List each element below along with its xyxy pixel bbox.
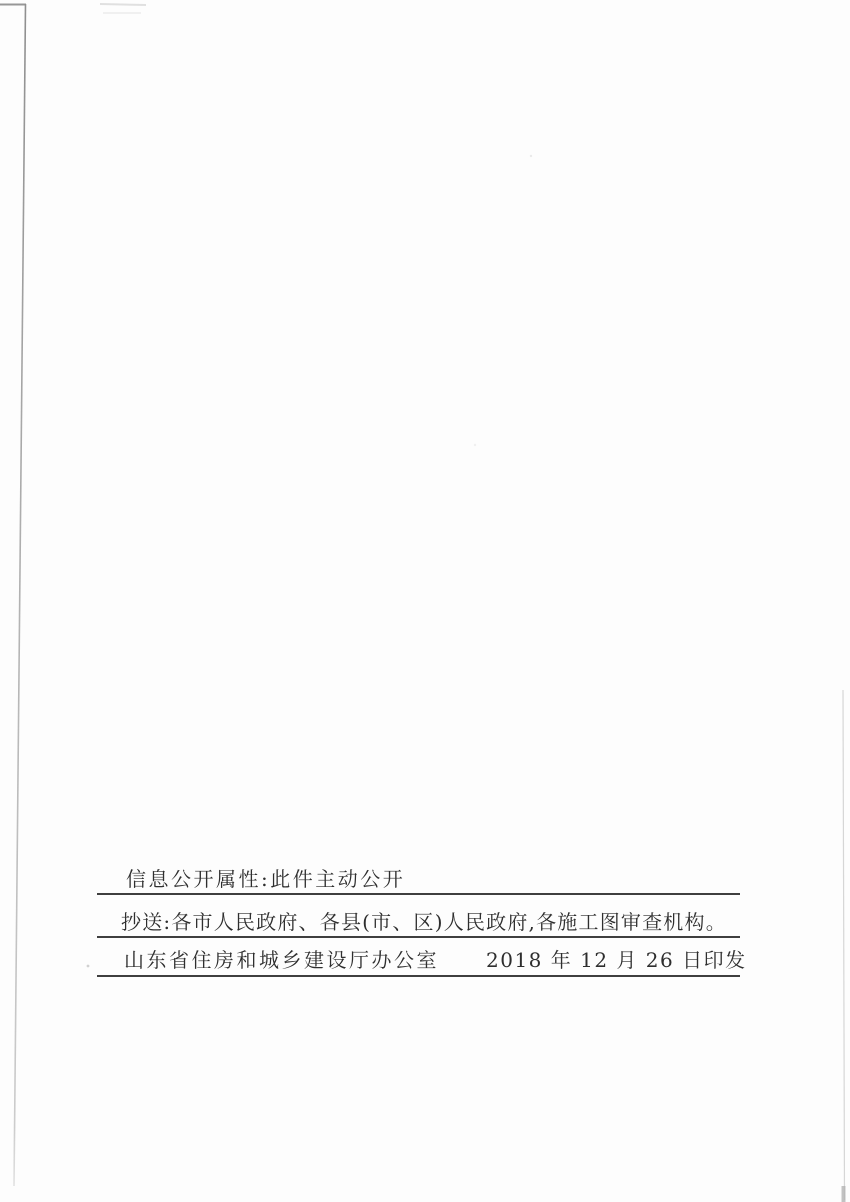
issue-date-text: 2018 年 12 月 26 日印发 (486, 948, 747, 972)
cc-note-text: 抄送:各市人民政府、各县(市、区)人民政府,各施工图审查机构。 (121, 910, 727, 934)
scan-speck (530, 155, 532, 157)
scan-speck (87, 965, 90, 968)
scan-speck (474, 444, 476, 446)
footer-publicity-row (97, 864, 740, 895)
footer-cc-row (97, 907, 740, 938)
scan-artifact-left-edge-line (14, 4, 26, 1186)
scan-artifact-right-edge-line (843, 690, 845, 1200)
scan-artifact-right-edge-nub (842, 1186, 846, 1202)
issuer-office-text: 山东省住房和城乡建设厅办公室 (124, 948, 439, 972)
publicity-note-text: 信息公开属性:此件主动公开 (126, 867, 406, 891)
footer-issuer-row (97, 946, 747, 977)
scan-artifact-top-smear (100, 4, 146, 5)
